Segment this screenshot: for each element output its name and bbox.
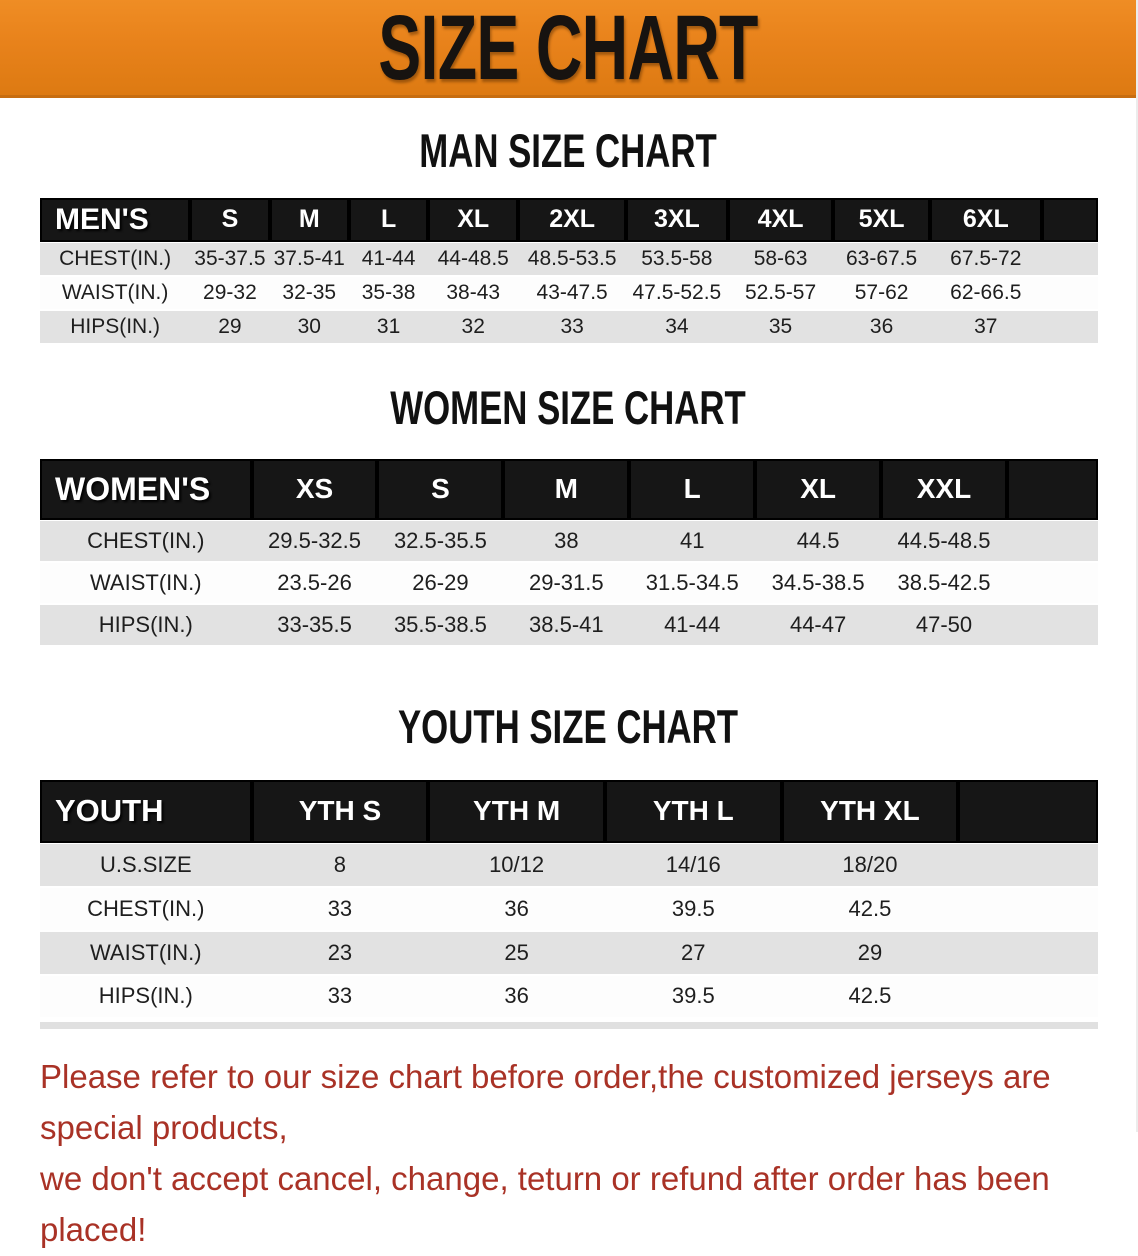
value-cell: 38.5-42.5	[881, 562, 1007, 604]
value-cell: 38.5-41	[503, 604, 629, 646]
table-row	[40, 931, 1098, 975]
value-cell: 32-35	[270, 276, 349, 310]
value-cell: 34.5-38.5	[755, 562, 881, 604]
value-cell: 18/20	[782, 843, 959, 887]
spacer-cell	[1007, 459, 1098, 520]
value-cell: 33	[252, 975, 429, 1019]
value-cell: 33-35.5	[252, 604, 378, 646]
table-bottom-strip	[40, 1019, 1098, 1029]
value-cell: 39.5	[605, 975, 782, 1019]
spacer-cell	[1042, 276, 1098, 310]
youth-size-table	[40, 780, 1098, 1029]
value-cell: 35	[728, 310, 834, 344]
row-label: CHEST(IN.)	[40, 242, 190, 276]
header-cell: M	[503, 459, 629, 520]
spacer-cell	[958, 887, 1098, 931]
table-row	[40, 604, 1098, 646]
row-label: WAIST(IN.)	[40, 276, 190, 310]
table-row	[40, 310, 1098, 344]
youth-section-heading: YOUTH SIZE CHART	[397, 700, 739, 753]
value-cell: 47.5-52.5	[626, 276, 728, 310]
value-cell: 35.5-38.5	[377, 604, 503, 646]
row-label: HIPS(IN.)	[40, 975, 252, 1019]
value-cell: 35-37.5	[190, 242, 269, 276]
value-cell: 14/16	[605, 843, 782, 887]
value-cell: 41	[629, 520, 755, 562]
value-cell: 62-66.5	[930, 276, 1042, 310]
value-cell: 41-44	[629, 604, 755, 646]
value-cell: 34	[626, 310, 728, 344]
men-table-label: MEN'S	[40, 198, 190, 242]
disclaimer-text	[40, 1051, 1136, 1256]
row-label: HIPS(IN.)	[40, 310, 190, 344]
spacer-cell	[1007, 604, 1098, 646]
value-cell: 29-32	[190, 276, 269, 310]
table-row	[40, 242, 1098, 276]
value-cell: 36	[428, 975, 605, 1019]
header-cell: YTH XL	[782, 780, 959, 843]
value-cell: 33	[518, 310, 626, 344]
spacer-cell	[1042, 242, 1098, 276]
page-title: SIZE CHART	[378, 0, 758, 99]
women-size-table	[40, 459, 1098, 647]
women-section-heading: WOMEN SIZE CHART	[390, 381, 746, 434]
spacer-cell	[958, 780, 1098, 843]
header-cell: YTH L	[605, 780, 782, 843]
header-cell: S	[377, 459, 503, 520]
header-cell: YTH M	[428, 780, 605, 843]
header-cell: L	[629, 459, 755, 520]
header-cell: 6XL	[930, 198, 1042, 242]
value-cell: 44.5	[755, 520, 881, 562]
youth-header-row	[40, 780, 1098, 843]
value-cell: 37.5-41	[270, 242, 349, 276]
value-cell: 47-50	[881, 604, 1007, 646]
value-cell: 44.5-48.5	[881, 520, 1007, 562]
value-cell: 33	[252, 887, 429, 931]
value-cell: 27	[605, 931, 782, 975]
header-cell: S	[190, 198, 269, 242]
value-cell: 38	[503, 520, 629, 562]
table-row	[40, 276, 1098, 310]
header-cell: XL	[755, 459, 881, 520]
value-cell: 52.5-57	[728, 276, 834, 310]
value-cell: 29	[190, 310, 269, 344]
value-cell: 31.5-34.5	[629, 562, 755, 604]
value-cell: 43-47.5	[518, 276, 626, 310]
value-cell: 8	[252, 843, 429, 887]
value-cell: 29-31.5	[503, 562, 629, 604]
header-cell: 5XL	[833, 198, 929, 242]
banner	[0, 0, 1136, 98]
row-label: HIPS(IN.)	[40, 604, 252, 646]
row-label: U.S.SIZE	[40, 843, 252, 887]
value-cell: 35-38	[349, 276, 428, 310]
value-cell: 67.5-72	[930, 242, 1042, 276]
spacer-cell	[1042, 310, 1098, 344]
table-row	[40, 520, 1098, 562]
header-cell: L	[349, 198, 428, 242]
header-cell: M	[270, 198, 349, 242]
table-row	[40, 887, 1098, 931]
row-label: WAIST(IN.)	[40, 931, 252, 975]
value-cell: 39.5	[605, 887, 782, 931]
value-cell: 23	[252, 931, 429, 975]
value-cell: 32.5-35.5	[377, 520, 503, 562]
value-cell: 48.5-53.5	[518, 242, 626, 276]
table-row	[40, 975, 1098, 1019]
value-cell: 25	[428, 931, 605, 975]
men-size-table	[40, 198, 1098, 345]
table-row	[40, 562, 1098, 604]
spacer-cell	[958, 975, 1098, 1019]
value-cell: 32	[428, 310, 518, 344]
value-cell: 26-29	[377, 562, 503, 604]
value-cell: 57-62	[833, 276, 929, 310]
value-cell: 31	[349, 310, 428, 344]
spacer-cell	[958, 843, 1098, 887]
header-cell: XXL	[881, 459, 1007, 520]
value-cell: 38-43	[428, 276, 518, 310]
value-cell: 36	[428, 887, 605, 931]
header-cell: XL	[428, 198, 518, 242]
value-cell: 36	[833, 310, 929, 344]
header-cell: 2XL	[518, 198, 626, 242]
value-cell: 23.5-26	[252, 562, 378, 604]
header-cell: 3XL	[626, 198, 728, 242]
value-cell: 44-48.5	[428, 242, 518, 276]
disclaimer-line-2: we don't accept cancel, change, teturn or refund after order has been placed!	[40, 1160, 1050, 1249]
disclaimer-line-1: Please refer to our size chart before order,the customized jerseys are special products,	[40, 1058, 1051, 1147]
value-cell: 29	[782, 931, 959, 975]
value-cell: 29.5-32.5	[252, 520, 378, 562]
men-section-heading: MAN SIZE CHART	[419, 124, 717, 177]
spacer-cell	[958, 931, 1098, 975]
header-cell: 4XL	[728, 198, 834, 242]
women-table-label: WOMEN'S	[40, 459, 252, 520]
value-cell: 41-44	[349, 242, 428, 276]
value-cell: 10/12	[428, 843, 605, 887]
row-label: CHEST(IN.)	[40, 887, 252, 931]
header-cell: YTH S	[252, 780, 429, 843]
value-cell: 53.5-58	[626, 242, 728, 276]
row-label: WAIST(IN.)	[40, 562, 252, 604]
row-label: CHEST(IN.)	[40, 520, 252, 562]
value-cell: 30	[270, 310, 349, 344]
value-cell: 37	[930, 310, 1042, 344]
value-cell: 58-63	[728, 242, 834, 276]
header-cell: XS	[252, 459, 378, 520]
spacer-cell	[1042, 198, 1098, 242]
youth-table-label: YOUTH	[40, 780, 252, 843]
table-row	[40, 843, 1098, 887]
spacer-cell	[1007, 562, 1098, 604]
value-cell: 44-47	[755, 604, 881, 646]
value-cell: 42.5	[782, 975, 959, 1019]
spacer-cell	[1007, 520, 1098, 562]
men-header-row	[40, 198, 1098, 242]
value-cell: 42.5	[782, 887, 959, 931]
women-header-row	[40, 459, 1098, 520]
value-cell: 63-67.5	[833, 242, 929, 276]
